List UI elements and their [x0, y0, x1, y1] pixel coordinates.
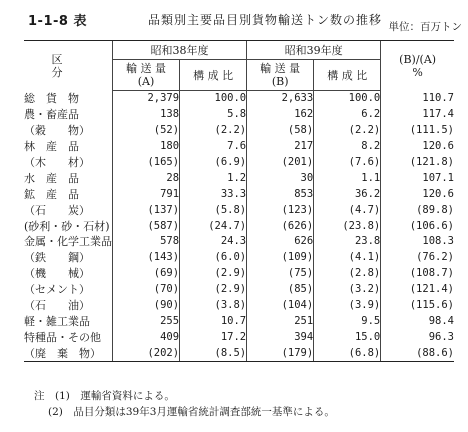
cell-volume-b: 2,633 — [247, 91, 314, 107]
cell-volume-a: (143) — [113, 250, 180, 266]
cell-ratio-b: 9.5 — [314, 313, 381, 329]
row-label: （石 油） — [24, 299, 90, 313]
cell-change: (76.2) — [381, 250, 454, 266]
cell-ratio-a: (3.8) — [180, 298, 247, 314]
cell-volume-b: 30 — [247, 170, 314, 186]
cell-ratio-b: (23.8) — [314, 218, 381, 234]
cell-volume-a: 791 — [113, 186, 180, 202]
cell-ratio-a: (6.0) — [180, 250, 247, 266]
cell-change: (111.5) — [381, 123, 454, 139]
cell-change: 107.1 — [381, 170, 454, 186]
cell-volume-a: 28 — [113, 170, 180, 186]
table-row — [24, 345, 454, 361]
table-row — [24, 139, 454, 155]
header-change: (B)/(A) % — [381, 41, 454, 91]
cell-ratio-b: 8.2 — [314, 139, 381, 155]
cell-ratio-b: (4.7) — [314, 202, 381, 218]
cell-ratio-b: (3.2) — [314, 282, 381, 298]
cell-ratio-b: 36.2 — [314, 186, 381, 202]
row-label: (砂利・砂・石材) — [24, 219, 110, 233]
cell-ratio-b: 15.0 — [314, 329, 381, 345]
table-row — [24, 298, 454, 314]
cell-change: (106.6) — [381, 218, 454, 234]
cell-volume-b: (75) — [247, 266, 314, 282]
row-label: （石 炭） — [24, 203, 90, 217]
cell-ratio-a: (5.8) — [180, 202, 247, 218]
cell-ratio-a: (24.7) — [180, 218, 247, 234]
cell-ratio-b: (4.1) — [314, 250, 381, 266]
table-row — [24, 218, 454, 234]
row-label: （鉄 鋼） — [24, 251, 90, 265]
cell-change: 98.4 — [381, 313, 454, 329]
table-row — [24, 234, 454, 250]
cell-ratio-a: (2.9) — [180, 266, 247, 282]
cell-ratio-b: (3.9) — [314, 298, 381, 314]
table-title: 品類別主要品目別貨物輸送トン数の推移 — [148, 13, 383, 27]
cell-change: (89.8) — [381, 202, 454, 218]
cell-volume-b: (201) — [247, 155, 314, 171]
cell-volume-b: (58) — [247, 123, 314, 139]
note-1: 注 (1) 運輸省資料による。 — [34, 390, 175, 402]
cell-ratio-a: (2.2) — [180, 123, 247, 139]
cell-ratio-a: 1.2 — [180, 170, 247, 186]
header-volume-a: 輸 送 量 (A) — [113, 60, 180, 91]
cell-volume-b: 853 — [247, 186, 314, 202]
row-label: 林 産 品 — [24, 140, 79, 154]
header-year-39: 昭和39年度 — [247, 41, 381, 60]
table-row — [24, 170, 454, 186]
row-label: 総 貨 物 — [24, 92, 79, 106]
unit-label: 単位：百万トン — [388, 21, 462, 33]
table-row — [24, 91, 454, 107]
cell-volume-a: 409 — [113, 329, 180, 345]
cell-volume-b: (179) — [247, 345, 314, 361]
cell-ratio-b: (7.6) — [314, 155, 381, 171]
cell-volume-b: (626) — [247, 218, 314, 234]
cell-change: 110.7 — [381, 91, 454, 107]
cell-volume-b: 217 — [247, 139, 314, 155]
cell-ratio-a: (6.9) — [180, 155, 247, 171]
cell-volume-a: (52) — [113, 123, 180, 139]
cell-volume-a: (587) — [113, 218, 180, 234]
row-label: 農・畜産品 — [24, 108, 79, 122]
row-label: （機 械） — [24, 267, 90, 281]
cell-change: 117.4 — [381, 107, 454, 123]
note-2: (2) 品目分類は39年3月運輸省統計調査部統一基準による。 — [48, 406, 335, 418]
cell-volume-a: 138 — [113, 107, 180, 123]
header-volume-b: 輸 送 量 (B) — [247, 60, 314, 91]
table-row — [24, 186, 454, 202]
cell-volume-b: 251 — [247, 313, 314, 329]
cell-volume-b: (104) — [247, 298, 314, 314]
row-label: 水 産 品 — [24, 171, 79, 185]
cell-volume-a: (90) — [113, 298, 180, 314]
table-number: 1-1-8 表 — [28, 14, 87, 29]
table-row — [24, 313, 454, 329]
freight-table — [24, 40, 454, 362]
row-label: （廃 棄 物） — [24, 345, 113, 361]
cell-change: 108.3 — [381, 234, 454, 250]
table-row — [24, 155, 454, 171]
cell-change: 120.6 — [381, 139, 454, 155]
cell-ratio-a: 17.2 — [180, 329, 247, 345]
row-label: 鉱 産 品 — [24, 187, 79, 201]
cell-volume-a: (70) — [113, 282, 180, 298]
cell-volume-b: (109) — [247, 250, 314, 266]
cell-ratio-b: (2.8) — [314, 266, 381, 282]
cell-change: (108.7) — [381, 266, 454, 282]
cell-change: (121.8) — [381, 155, 454, 171]
cell-volume-a: (137) — [113, 202, 180, 218]
cell-volume-a: 2,379 — [113, 91, 180, 107]
cell-change: (121.4) — [381, 282, 454, 298]
table-row — [24, 107, 454, 123]
cell-volume-a: 578 — [113, 234, 180, 250]
table-row — [24, 329, 454, 345]
cell-ratio-a: 7.6 — [180, 139, 247, 155]
cell-ratio-b: 6.2 — [314, 107, 381, 123]
table-row — [24, 282, 454, 298]
row-label: （穀 物） — [24, 124, 90, 138]
cell-ratio-a: 33.3 — [180, 186, 247, 202]
row-label: 軽・雑工業品 — [24, 314, 90, 328]
cell-ratio-a: 5.8 — [180, 107, 247, 123]
cell-change: (88.6) — [381, 345, 454, 361]
cell-ratio-a: (8.5) — [180, 345, 247, 361]
cell-ratio-a: 24.3 — [180, 234, 247, 250]
header-year-38: 昭和38年度 — [113, 41, 247, 60]
cell-ratio-a: (2.9) — [180, 282, 247, 298]
cell-ratio-b: (2.2) — [314, 123, 381, 139]
header-ratio-b: 構 成 比 — [314, 60, 381, 91]
header-kubun: 区 分 — [24, 41, 113, 91]
cell-volume-b: 162 — [247, 107, 314, 123]
cell-ratio-b: 1.1 — [314, 170, 381, 186]
row-label: 特種品・その他 — [24, 330, 101, 344]
cell-ratio-b: 100.0 — [314, 91, 381, 107]
cell-ratio-b: 23.8 — [314, 234, 381, 250]
cell-volume-b: 394 — [247, 329, 314, 345]
cell-ratio-a: 10.7 — [180, 313, 247, 329]
table-row — [24, 202, 454, 218]
cell-volume-b: (85) — [247, 282, 314, 298]
cell-volume-a: (69) — [113, 266, 180, 282]
cell-change: (115.6) — [381, 298, 454, 314]
cell-volume-a: (202) — [113, 345, 180, 361]
header-ratio-a: 構 成 比 — [180, 60, 247, 91]
cell-volume-b: 626 — [247, 234, 314, 250]
cell-ratio-a: 100.0 — [180, 91, 247, 107]
cell-volume-a: 180 — [113, 139, 180, 155]
table-body — [24, 91, 454, 362]
row-label: （木 材） — [24, 156, 90, 169]
notes — [34, 388, 335, 420]
cell-change: 96.3 — [381, 329, 454, 345]
cell-volume-b: (123) — [247, 202, 314, 218]
cell-volume-a: 255 — [113, 313, 180, 329]
cell-change: 120.6 — [381, 186, 454, 202]
cell-ratio-b: (6.8) — [314, 345, 381, 361]
table-row — [24, 123, 454, 139]
table-row — [24, 266, 454, 282]
row-label: （セメント） — [24, 283, 90, 297]
table-row — [24, 250, 454, 266]
cell-volume-a: (165) — [113, 155, 180, 171]
row-label: 金属・化学工業品 — [24, 235, 112, 249]
